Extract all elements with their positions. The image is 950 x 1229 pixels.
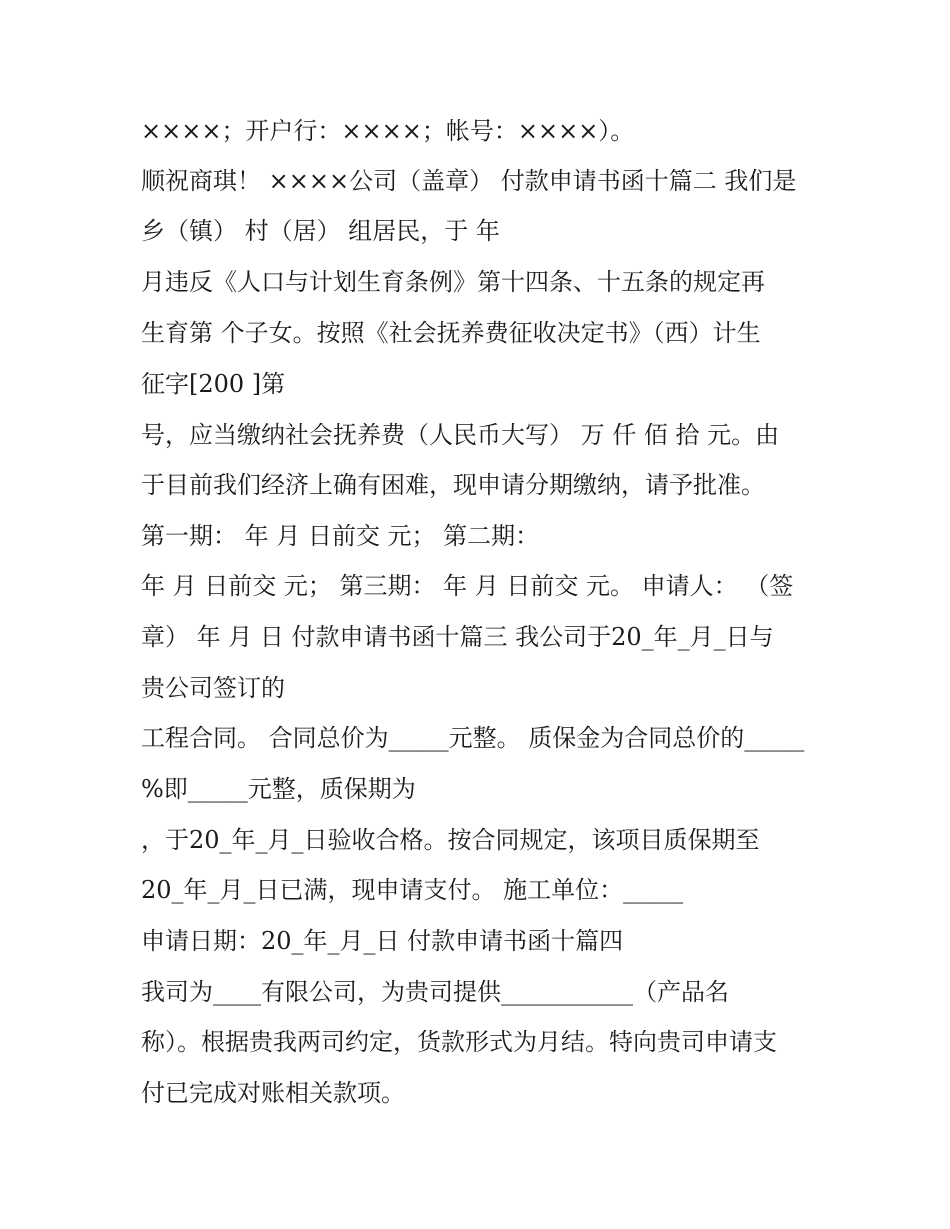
text-line-17: 申请日期：20_年_月_日 付款申请书函十篇四	[141, 927, 624, 955]
text-line-8: 于目前我们经济上确有困难，现申请分期缴纳，请予批准。	[141, 471, 765, 499]
text-line-7: 号，应当缴纳社会抚养费（人民币大写） 万 仟 佰 拾 元。由	[141, 421, 780, 449]
text-line-9: 第一期： 年 月 日前交 元； 第二期：	[141, 522, 540, 550]
text-line-14: %即_____元整，质保期为	[141, 775, 416, 803]
text-line-4: 月违反《人口与计划生育条例》第十四条、十五条的规定再	[141, 268, 765, 296]
text-line-2: 顺祝商琪！ ××××公司（盖章） 付款申请书函十篇二 我们是	[141, 167, 797, 195]
text-line-10: 年 月 日前交 元； 第三期： 年 月 日前交 元。 申请人： （签	[141, 572, 794, 600]
text-line-11: 章） 年 月 日 付款申请书函十篇三 我公司于20_年_月_日与	[141, 623, 774, 651]
text-line-16: 20_年_月_日已满，现申请支付。 施工单位：_____	[141, 876, 684, 904]
text-line-3: 乡（镇） 村（居） 组居民，于 年	[141, 217, 500, 245]
text-line-15: ，于20_年_月_日验收合格。按合同规定，该项目质保期至	[141, 826, 760, 854]
text-line-5: 生育第 个子女。按照《社会抚养费征收决定书》（西）计生	[141, 319, 761, 347]
text-line-12: 贵公司签订的	[141, 674, 285, 702]
text-line-18: 我司为____有限公司，为贵司提供___________（产品名	[141, 978, 729, 1006]
text-line-6: 征字[200 ]第	[141, 370, 286, 398]
text-line-13: 工程合同。 合同总价为_____元整。 质保金为合同总价的_____	[141, 724, 805, 752]
text-line-1: ××××；开户行：××××；帐号：××××）。	[141, 117, 635, 145]
text-line-19: 称）。根据贵我两司约定，货款形式为月结。特向贵司申请支	[141, 1028, 777, 1056]
text-line-20: 付已完成对账相关款项。	[141, 1079, 405, 1107]
